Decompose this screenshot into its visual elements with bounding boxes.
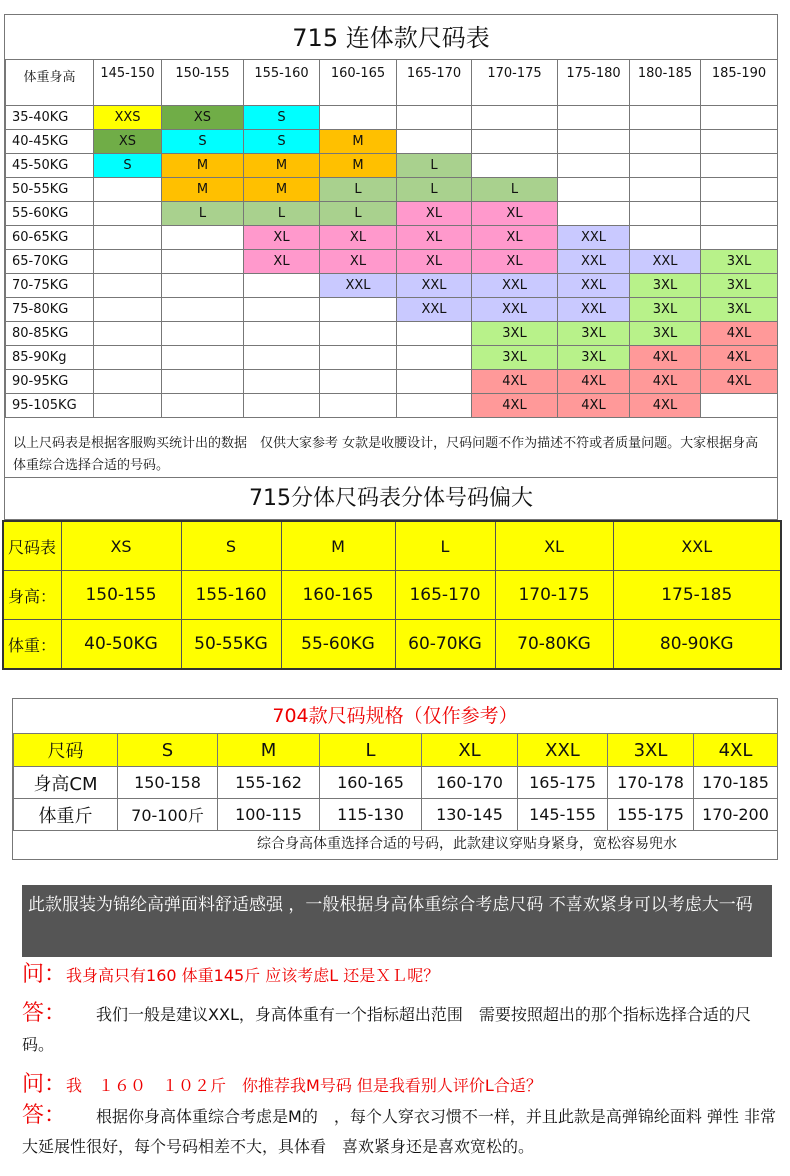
size-cell: XL — [397, 202, 472, 226]
split-height-cell: 165-170 — [395, 571, 495, 620]
size-cell: 3XL — [472, 346, 558, 370]
split-weight-row — [3, 620, 781, 670]
split-height-cell: 150-155 — [61, 571, 181, 620]
split-size-header: XXL — [613, 521, 781, 571]
size-cell — [94, 202, 162, 226]
table-row — [6, 370, 778, 394]
chart-715-split-title: 715分体尺码表分体号码偏大 — [4, 478, 778, 520]
704-height-cell: 165-175 — [518, 767, 608, 799]
704-height-cell: 170-185 — [694, 767, 778, 799]
split-height-cell: 155-160 — [181, 571, 281, 620]
size-cell — [94, 274, 162, 298]
question-text: 我 １６０ １０２斤 你推荐我M号码 但是我看别人评价L合适？ — [66, 1076, 542, 1095]
size-cell: M — [162, 178, 244, 202]
answer-mark-label: 答： — [22, 1001, 67, 1026]
size-cell: XL — [397, 226, 472, 250]
table-row — [6, 178, 778, 202]
size-cell: L — [244, 202, 320, 226]
size-cell — [94, 322, 162, 346]
size-cell: S — [244, 106, 320, 130]
split-size-header: M — [281, 521, 395, 571]
weight-label: 50-55KG — [6, 178, 94, 202]
weight-label: 35-40KG — [6, 106, 94, 130]
size-cell — [94, 226, 162, 250]
size-cell: L — [397, 178, 472, 202]
chart-715-note: 以上尺码表是根据客服购买统计出的数据 仅供大家参考 女款是收腰设计，尺码问题不作为描述不符或者质量问题。大家根据身高体重综合选择合适的号码。 — [13, 436, 759, 473]
height-header: 155-160 — [244, 60, 320, 106]
704-size-header: L — [320, 734, 422, 767]
size-cell: XXL — [558, 298, 630, 322]
size-cell — [701, 106, 778, 130]
size-cell — [162, 394, 244, 418]
table-row — [6, 226, 778, 250]
704-weight-cell: 130-145 — [422, 799, 518, 831]
size-cell: 3XL — [701, 250, 778, 274]
size-cell: 3XL — [630, 298, 701, 322]
size-cell — [630, 178, 701, 202]
size-cell — [558, 154, 630, 178]
split-height-label: 身高： — [3, 571, 61, 620]
size-cell: 4XL — [701, 322, 778, 346]
split-size-header: S — [181, 521, 281, 571]
corner-header: 体重身高 — [6, 60, 94, 106]
size-cell: S — [162, 130, 244, 154]
704-size-header: XXL — [518, 734, 608, 767]
size-cell — [244, 394, 320, 418]
704-height-row — [14, 767, 778, 799]
answer-mark-label: 答： — [22, 1103, 67, 1128]
704-weight-row — [14, 799, 778, 831]
size-cell — [94, 178, 162, 202]
size-cell — [244, 322, 320, 346]
size-cell — [244, 274, 320, 298]
size-cell — [162, 322, 244, 346]
size-cell — [320, 298, 397, 322]
weight-label: 45-50KG — [6, 154, 94, 178]
height-header: 150-155 — [162, 60, 244, 106]
question-text: 我身高只有160 体重145斤 应该考虑L 还是ＸＬ呢？ — [66, 966, 440, 985]
704-size-header: S — [118, 734, 218, 767]
size-cell — [244, 298, 320, 322]
704-weight-cell: 170-200 — [694, 799, 778, 831]
size-cell — [320, 322, 397, 346]
split-height-cell: 160-165 — [281, 571, 395, 620]
size-cell: XS — [94, 130, 162, 154]
704-height-cell: 160-165 — [320, 767, 422, 799]
answer-text: 我们一般是建议XXL，身高体重有一个指标超出范围 需要按照超出的那个指标选择合适的尺码。 — [22, 1005, 751, 1054]
size-cell — [94, 370, 162, 394]
split-height-cell: 170-175 — [495, 571, 613, 620]
size-cell — [320, 394, 397, 418]
table-row — [6, 202, 778, 226]
size-cell — [320, 346, 397, 370]
weight-label: 70-75KG — [6, 274, 94, 298]
size-cell — [397, 370, 472, 394]
size-cell: XXL — [397, 298, 472, 322]
size-cell — [630, 106, 701, 130]
size-cell — [397, 106, 472, 130]
split-weight-cell: 70-80KG — [495, 620, 613, 670]
704-weight-cell: 155-175 — [608, 799, 694, 831]
chart-704-title: 704款尺码规格（仅作参考） — [272, 705, 518, 727]
size-cell: M — [320, 130, 397, 154]
weight-label: 65-70KG — [6, 250, 94, 274]
size-cell: S — [244, 130, 320, 154]
size-cell: 3XL — [472, 322, 558, 346]
704-height-cell: 150-158 — [118, 767, 218, 799]
size-cell: XXL — [558, 274, 630, 298]
weight-label: 85-90Kg — [6, 346, 94, 370]
split-size-header: XS — [61, 521, 181, 571]
height-header: 170-175 — [472, 60, 558, 106]
size-cell — [94, 346, 162, 370]
size-cell: XXL — [558, 226, 630, 250]
size-chart-704 — [12, 698, 778, 860]
704-size-header: 4XL — [694, 734, 778, 767]
size-cell: 3XL — [701, 298, 778, 322]
split-header-row — [3, 521, 781, 571]
704-height-label: 身高CM — [14, 767, 118, 799]
size-cell — [162, 370, 244, 394]
704-size-header: 3XL — [608, 734, 694, 767]
size-cell — [558, 178, 630, 202]
qa-item-2 — [22, 1070, 782, 1162]
split-height-row — [3, 571, 781, 620]
size-cell — [701, 226, 778, 250]
size-cell — [320, 370, 397, 394]
704-size-header: XL — [422, 734, 518, 767]
size-cell: M — [320, 154, 397, 178]
size-cell: 4XL — [701, 370, 778, 394]
size-cell: XL — [472, 226, 558, 250]
size-cell — [94, 250, 162, 274]
table-row — [6, 154, 778, 178]
size-cell — [558, 106, 630, 130]
size-cell — [162, 274, 244, 298]
704-weight-cell: 70-100斤 — [118, 799, 218, 831]
size-cell: XL — [397, 250, 472, 274]
qa-item-1 — [22, 960, 782, 1060]
weight-label: 60-65KG — [6, 226, 94, 250]
table-row — [6, 322, 778, 346]
size-cell: XXL — [397, 274, 472, 298]
size-cell — [244, 370, 320, 394]
size-cell: XL — [472, 250, 558, 274]
height-header: 145-150 — [94, 60, 162, 106]
size-cell — [472, 154, 558, 178]
height-header: 165-170 — [397, 60, 472, 106]
size-cell: M — [244, 178, 320, 202]
704-weight-label: 体重斤 — [14, 799, 118, 831]
size-cell: 3XL — [558, 322, 630, 346]
table-row — [6, 250, 778, 274]
size-cell — [630, 130, 701, 154]
size-cell — [701, 394, 778, 418]
chart-715-header-row — [6, 60, 778, 106]
size-cell: XXL — [472, 274, 558, 298]
height-header: 175-180 — [558, 60, 630, 106]
size-cell: 4XL — [558, 394, 630, 418]
size-cell: M — [244, 154, 320, 178]
chart-704-tip: 综合身高体重选择合适的号码，此款建议穿贴身紧身，宽松容易兜水 — [257, 836, 677, 852]
height-header: 160-165 — [320, 60, 397, 106]
split-weight-label: 体重： — [3, 620, 61, 670]
chart-715-split-table — [2, 520, 782, 670]
split-weight-cell: 60-70KG — [395, 620, 495, 670]
size-cell — [320, 106, 397, 130]
size-cell — [701, 154, 778, 178]
704-weight-cell: 100-115 — [218, 799, 320, 831]
split-weight-cell: 40-50KG — [61, 620, 181, 670]
split-size-header: XL — [495, 521, 613, 571]
size-cell — [94, 394, 162, 418]
split-weight-cell: 55-60KG — [281, 620, 395, 670]
size-cell — [472, 130, 558, 154]
size-cell: 4XL — [472, 370, 558, 394]
704-height-cell: 170-178 — [608, 767, 694, 799]
704-weight-cell: 115-130 — [320, 799, 422, 831]
size-cell — [472, 106, 558, 130]
size-cell — [397, 130, 472, 154]
704-header-label: 尺码 — [14, 734, 118, 767]
split-header-label: 尺码表 — [3, 521, 61, 571]
704-height-cell: 155-162 — [218, 767, 320, 799]
question-mark-label: 问： — [22, 1072, 67, 1097]
size-cell: XXL — [320, 274, 397, 298]
size-cell: 4XL — [472, 394, 558, 418]
table-row — [6, 346, 778, 370]
size-cell: XXS — [94, 106, 162, 130]
size-cell: 3XL — [630, 274, 701, 298]
table-row — [6, 298, 778, 322]
weight-label: 95-105KG — [6, 394, 94, 418]
size-cell — [162, 298, 244, 322]
table-row — [6, 274, 778, 298]
size-cell: S — [94, 154, 162, 178]
split-height-cell: 175-185 — [613, 571, 781, 620]
weight-label: 80-85KG — [6, 322, 94, 346]
size-cell: XS — [162, 106, 244, 130]
size-cell: 3XL — [701, 274, 778, 298]
table-row — [6, 130, 778, 154]
chart-715-title: 715 连体款尺码表 — [5, 15, 777, 60]
size-cell: L — [397, 154, 472, 178]
chart-704-table — [13, 733, 778, 831]
table-row — [6, 394, 778, 418]
size-cell: XXL — [630, 250, 701, 274]
size-cell: 4XL — [701, 346, 778, 370]
weight-label: 75-80KG — [6, 298, 94, 322]
size-cell — [94, 298, 162, 322]
size-cell — [397, 394, 472, 418]
split-size-header: L — [395, 521, 495, 571]
size-cell — [558, 130, 630, 154]
size-cell — [162, 250, 244, 274]
size-cell: L — [162, 202, 244, 226]
size-cell: 3XL — [630, 322, 701, 346]
fabric-banner: 此款服装为锦纶高弹面料舒适感强 ，一般根据身高体重综合考虑尺码 不喜欢紧身可以考虑大一码 — [22, 885, 772, 957]
size-cell: L — [472, 178, 558, 202]
size-cell — [162, 346, 244, 370]
size-cell — [162, 226, 244, 250]
704-header-row — [14, 734, 778, 767]
size-cell — [244, 346, 320, 370]
question-mark-label: 问： — [22, 962, 67, 987]
size-cell: L — [320, 202, 397, 226]
weight-label: 90-95KG — [6, 370, 94, 394]
size-cell — [701, 130, 778, 154]
size-cell — [701, 202, 778, 226]
size-cell: XL — [320, 226, 397, 250]
height-header: 180-185 — [630, 60, 701, 106]
size-cell: 4XL — [630, 370, 701, 394]
size-cell — [630, 154, 701, 178]
answer-text: 根据你身高体重综合考虑是M的 ，每个人穿衣习惯不一样，并且此款是高弹锦纶面料 弹性 非常大延展性很好，每个号码相差不大，具体看 喜欢紧身还是喜欢宽松的。 — [22, 1107, 776, 1156]
size-cell: 4XL — [558, 370, 630, 394]
size-cell: XL — [320, 250, 397, 274]
size-cell — [630, 226, 701, 250]
size-cell — [397, 322, 472, 346]
704-height-cell: 160-170 — [422, 767, 518, 799]
size-chart-715 — [4, 14, 778, 478]
size-cell: 4XL — [630, 394, 701, 418]
size-cell: M — [162, 154, 244, 178]
size-cell: 4XL — [630, 346, 701, 370]
size-cell: 3XL — [558, 346, 630, 370]
size-cell: XXL — [472, 298, 558, 322]
size-cell: L — [320, 178, 397, 202]
size-cell: XL — [472, 202, 558, 226]
size-cell — [630, 202, 701, 226]
704-size-header: M — [218, 734, 320, 767]
weight-label: 55-60KG — [6, 202, 94, 226]
size-cell — [701, 178, 778, 202]
split-weight-cell: 80-90KG — [613, 620, 781, 670]
split-weight-cell: 50-55KG — [181, 620, 281, 670]
size-cell — [397, 346, 472, 370]
size-cell — [558, 202, 630, 226]
chart-715-table — [5, 59, 778, 418]
size-cell: XL — [244, 226, 320, 250]
table-row — [6, 106, 778, 130]
704-weight-cell: 145-155 — [518, 799, 608, 831]
weight-label: 40-45KG — [6, 130, 94, 154]
size-cell: XL — [244, 250, 320, 274]
size-cell: XXL — [558, 250, 630, 274]
height-header: 185-190 — [701, 60, 778, 106]
